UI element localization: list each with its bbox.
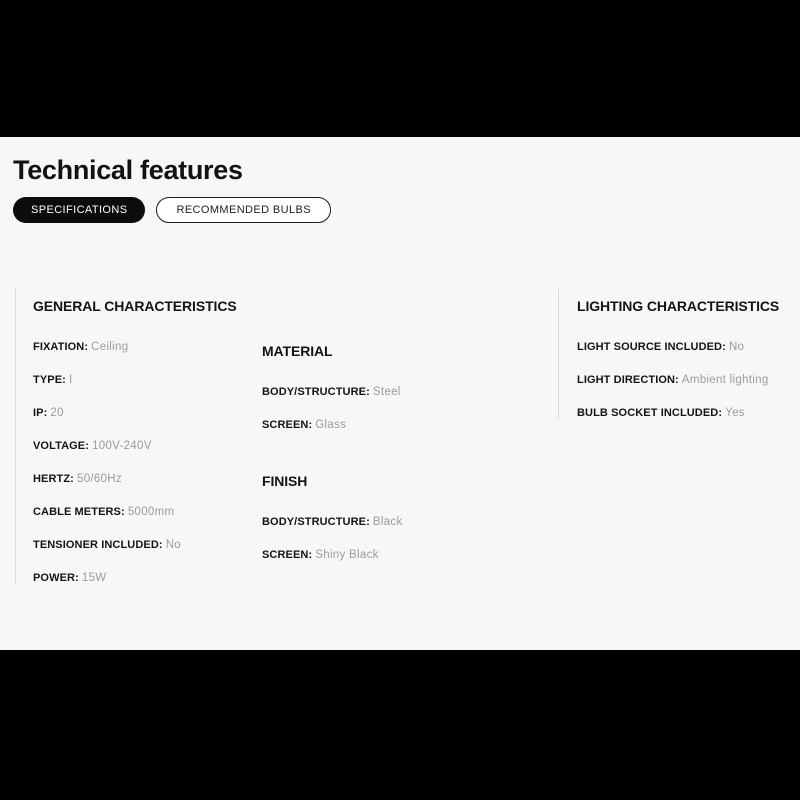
spec-section: [262, 342, 492, 431]
spec-value: No: [728, 341, 745, 353]
spec-value: No: [165, 539, 181, 551]
spec-label: LIGHT SOURCE INCLUDED:: [577, 341, 726, 353]
spec-value: Shiny Black: [315, 549, 379, 561]
spec-value: Black: [372, 516, 403, 528]
spec-row: [262, 419, 492, 431]
spec-row: [33, 407, 253, 419]
spec-label: VOLTAGE:: [33, 440, 89, 452]
spec-label: BODY/STRUCTURE:: [262, 516, 370, 528]
spec-value: 20: [50, 407, 64, 419]
column-lighting-characteristics: [577, 297, 800, 419]
spec-value: Ceiling: [91, 341, 129, 353]
section-heading: MATERIAL: [262, 343, 333, 359]
spec-row: [577, 374, 800, 386]
spec-label: FIXATION:: [33, 341, 89, 353]
spec-row: [33, 440, 253, 452]
top-letterbox: [0, 0, 800, 137]
section-heading: LIGHTING CHARACTERISTICS: [577, 298, 780, 314]
spec-row: [577, 341, 800, 353]
spec-value: 100V-240V: [92, 440, 152, 452]
spec-label: IP:: [33, 407, 48, 419]
tabs-bar: [13, 197, 331, 223]
spec-value: 50/60Hz: [77, 473, 122, 485]
spec-row: [262, 549, 492, 561]
spec-section: [577, 297, 800, 419]
spec-label: HERTZ:: [33, 473, 74, 485]
spec-value: Yes: [725, 407, 745, 419]
spec-row: [262, 386, 492, 398]
spec-label: TENSIONER INCLUDED:: [33, 539, 163, 551]
spec-row: [33, 341, 253, 353]
page-title: Technical features: [13, 155, 243, 185]
spec-section: [262, 472, 492, 561]
spec-label: LIGHT DIRECTION:: [577, 374, 679, 386]
tab-recommended-bulbs[interactable]: RECOMMENDED BULBS: [156, 197, 331, 223]
divider-lighting-characteristics: [558, 289, 559, 419]
section-heading: FINISH: [262, 473, 308, 489]
technical-features-panel: [0, 137, 800, 650]
spec-label: BULB SOCKET INCLUDED:: [577, 407, 723, 419]
column-material-finish: [262, 297, 492, 561]
spec-row: [577, 407, 800, 419]
spec-value: I: [68, 374, 73, 386]
spec-label: TYPE:: [33, 374, 66, 386]
bottom-letterbox: [0, 650, 800, 800]
spec-label: SCREEN:: [262, 549, 313, 561]
spec-section: [33, 297, 253, 584]
spec-row: [33, 374, 253, 386]
spec-row: [33, 506, 253, 518]
spec-label: BODY/STRUCTURE:: [262, 386, 370, 398]
spec-label: SCREEN:: [262, 419, 313, 431]
spec-row: [33, 572, 253, 584]
divider-general-characteristics: [15, 289, 16, 585]
spec-value: Steel: [372, 386, 401, 398]
spec-value: 15W: [81, 572, 107, 584]
spec-value: Ambient lighting: [681, 374, 769, 386]
spec-row: [33, 539, 253, 551]
tab-specifications[interactable]: SPECIFICATIONS: [13, 197, 145, 223]
spec-row: [33, 473, 253, 485]
spec-value: 5000mm: [127, 506, 175, 518]
column-general-characteristics: [33, 297, 253, 584]
section-heading: GENERAL CHARACTERISTICS: [33, 298, 237, 314]
spec-label: POWER:: [33, 572, 79, 584]
spec-value: Glass: [315, 419, 347, 431]
spec-label: CABLE METERS:: [33, 506, 125, 518]
spec-row: [262, 516, 492, 528]
